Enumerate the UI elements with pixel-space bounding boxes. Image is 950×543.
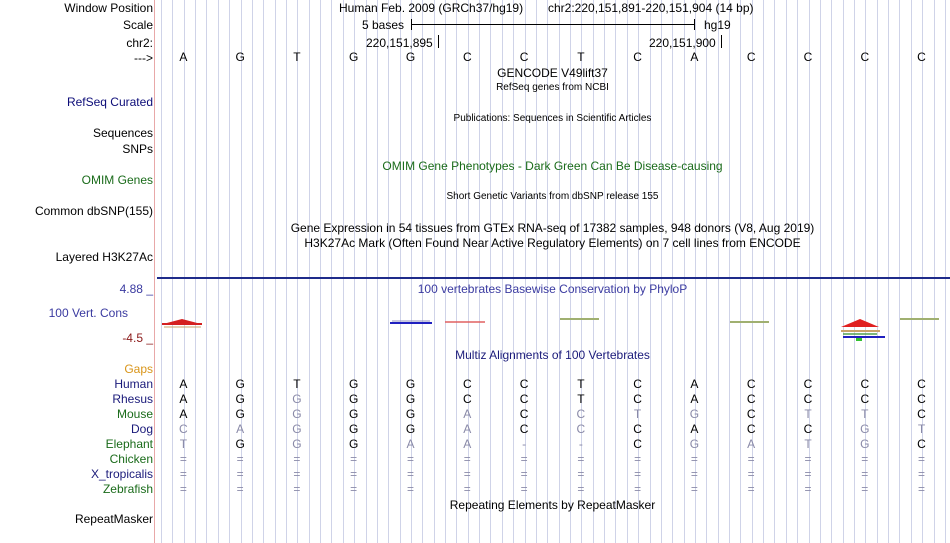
aligned-base: = — [861, 452, 869, 466]
aligned-base: A — [690, 377, 699, 391]
aligned-base: = — [917, 467, 925, 481]
aligned-base: G — [405, 422, 416, 436]
label-window-position: Window Position — [64, 1, 153, 15]
aligned-base: = — [463, 482, 471, 496]
aligned-base: = — [861, 482, 869, 496]
aligned-base: C — [462, 377, 472, 391]
aligned-base: G — [292, 407, 302, 421]
aligned-base: G — [405, 392, 416, 406]
aligned-base: G — [405, 407, 416, 421]
aligned-base: = — [179, 452, 187, 466]
aligned-base: C — [917, 392, 926, 406]
track-title-gencode: GENCODE V49lift37 — [497, 66, 608, 80]
label-chrom: chr2: — [126, 36, 153, 50]
aligned-base: A — [406, 437, 415, 451]
aligned-base: = — [463, 467, 471, 481]
aligned-base: = — [293, 482, 301, 496]
aligned-base: C — [633, 392, 642, 406]
aligned-base: = — [747, 452, 755, 466]
aligned-base: C — [917, 377, 926, 391]
base-7: C — [519, 50, 529, 64]
aligned-base: = — [804, 467, 812, 481]
aligned-base: = — [747, 482, 755, 496]
label-cons-min: -4.5 _ — [122, 331, 153, 345]
aligned-base: C — [179, 422, 188, 436]
label-gaps[interactable]: Gaps — [124, 362, 153, 376]
aligned-base: T — [804, 437, 812, 451]
label-refseq[interactable]: RefSeq Curated — [66, 95, 153, 109]
aligned-base: G — [235, 377, 245, 391]
label-strand-arrow[interactable]: ---> — [134, 51, 153, 65]
aligned-base: A — [463, 422, 472, 436]
scale-bar-right-tick — [694, 19, 695, 30]
aligned-base: = — [236, 482, 244, 496]
base-8: T — [577, 50, 585, 64]
species-label-dog[interactable]: Dog — [130, 422, 153, 436]
aligned-base: = — [350, 467, 358, 481]
species-label-human[interactable]: Human — [114, 377, 153, 391]
aligned-base: C — [462, 392, 472, 406]
aligned-base: C — [633, 377, 642, 391]
aligned-base: G — [292, 422, 302, 436]
aligned-base: = — [917, 482, 925, 496]
aligned-base: = — [690, 452, 698, 466]
base-9: C — [633, 50, 642, 64]
aligned-base: C — [519, 392, 529, 406]
aligned-base: C — [803, 377, 813, 391]
label-snps[interactable]: SNPs — [122, 142, 153, 156]
track-title-repeatmasker: Repeating Elements by RepeatMasker — [449, 498, 656, 512]
species-label-x_tropicalis[interactable]: X_tropicalis — [90, 467, 153, 481]
base-12: C — [803, 50, 813, 64]
coord-tick-1 — [438, 35, 439, 48]
aligned-base: G — [349, 437, 359, 451]
base-3: T — [293, 50, 301, 64]
aligned-base: C — [576, 407, 586, 421]
aligned-base: A — [179, 392, 188, 406]
aligned-base: C — [917, 407, 926, 421]
aligned-base: = — [350, 482, 358, 496]
aligned-base: G — [405, 377, 416, 391]
aligned-base: G — [860, 422, 870, 436]
track-title-phylop: 100 vertebrates Basewise Conservation by PhyloP — [417, 282, 688, 296]
track-title-refseq: RefSeq genes from NCBI — [496, 82, 609, 93]
aligned-base: C — [860, 392, 870, 406]
aligned-base: C — [576, 422, 586, 436]
track-title-omim: OMIM Gene Phenotypes - Dark Green Can Be Disease-causing — [382, 159, 723, 173]
species-label-zebrafish[interactable]: Zebrafish — [102, 482, 153, 496]
aligned-base: C — [746, 422, 756, 436]
aligned-base: = — [520, 467, 528, 481]
assembly-title: Human Feb. 2009 (GRCh37/hg19) — [339, 1, 524, 15]
cons-glyph-red-1 — [162, 319, 202, 327]
base-10: A — [690, 50, 699, 64]
aligned-base: = — [634, 482, 642, 496]
label-repeatmasker[interactable]: RepeatMasker — [74, 512, 153, 526]
track-title-dbsnp: Short Genetic Variants from dbSNP release 155 — [446, 191, 659, 202]
aligned-base: = — [634, 452, 642, 466]
aligned-base: = — [577, 467, 585, 481]
aligned-base: = — [690, 467, 698, 481]
aligned-base: = — [406, 482, 414, 496]
aligned-base: C — [519, 407, 529, 421]
aligned-base: A — [747, 437, 756, 451]
coord-label-1: 220,151,895 — [366, 36, 433, 50]
species-label-elephant[interactable]: Elephant — [105, 437, 153, 451]
label-sequences[interactable]: Sequences — [92, 126, 153, 140]
coord-label-2: 220,151,900 — [649, 36, 716, 50]
aligned-base: C — [860, 377, 870, 391]
aligned-base: C — [803, 422, 813, 436]
aligned-base: T — [577, 377, 585, 391]
aligned-base: = — [520, 452, 528, 466]
scale-db: hg19 — [704, 18, 731, 32]
aligned-base: = — [463, 452, 471, 466]
scale-text: 5 bases — [362, 18, 405, 32]
aligned-base: C — [803, 392, 813, 406]
base-4: G — [349, 50, 359, 64]
aligned-base: T — [179, 437, 188, 451]
base-2: G — [235, 50, 245, 64]
aligned-base: T — [293, 377, 301, 391]
label-cons[interactable]: 100 Vert. Cons — [48, 306, 128, 320]
aligned-base: = — [861, 467, 869, 481]
aligned-base: - — [578, 437, 583, 451]
aligned-base: = — [520, 482, 528, 496]
conservation-graph[interactable] — [155, 310, 950, 345]
aligned-base: = — [804, 482, 812, 496]
aligned-base: G — [860, 437, 870, 451]
base-6: C — [462, 50, 472, 64]
aligned-base: = — [179, 467, 187, 481]
track-title-publications: Publications: Sequences in Scientific Articles — [453, 113, 652, 124]
base-11: C — [746, 50, 756, 64]
aligned-base: T — [861, 407, 869, 421]
aligned-base: = — [804, 452, 812, 466]
aligned-base: A — [463, 407, 472, 421]
aligned-base: T — [804, 407, 812, 421]
aligned-base: G — [292, 392, 302, 406]
aligned-base: A — [236, 422, 245, 436]
aligned-base: G — [689, 437, 700, 451]
aligned-base: G — [349, 377, 359, 391]
aligned-base: = — [350, 452, 358, 466]
aligned-base: = — [236, 452, 244, 466]
aligned-base: G — [349, 407, 359, 421]
aligned-base: G — [349, 422, 359, 436]
track-title-h3k27ac: H3K27Ac Mark (Often Found Near Active Regulatory Elements) on 7 cell lines from ENCODE — [304, 236, 801, 250]
aligned-base: G — [689, 407, 700, 421]
aligned-base: C — [633, 437, 642, 451]
base-14: C — [917, 50, 926, 64]
species-label-mouse[interactable]: Mouse — [116, 407, 153, 421]
track-title-gtex: Gene Expression in 54 tissues from GTEx RNA-seq of 17382 samples, 948 donors (V8, Aug 2019) — [290, 221, 815, 235]
aligned-base: = — [747, 467, 755, 481]
coord-tick-2 — [721, 35, 722, 48]
aligned-base: T — [917, 422, 926, 436]
scale-bar-left-tick — [411, 19, 412, 30]
aligned-base: = — [577, 452, 585, 466]
aligned-base: - — [522, 437, 527, 451]
aligned-base: C — [519, 377, 529, 391]
species-label-rhesus[interactable]: Rhesus — [112, 392, 153, 406]
aligned-base: C — [519, 422, 529, 436]
aligned-base: C — [917, 437, 926, 451]
aligned-base: G — [235, 392, 245, 406]
aligned-base: T — [577, 392, 585, 406]
aligned-base: G — [349, 392, 359, 406]
aligned-base: C — [633, 422, 642, 436]
aligned-base: A — [179, 407, 188, 421]
aligned-base: A — [179, 377, 188, 391]
aligned-base: = — [293, 452, 301, 466]
aligned-base: = — [236, 467, 244, 481]
aligned-base: = — [406, 467, 414, 481]
aligned-base: = — [293, 467, 301, 481]
scale-bar — [411, 24, 695, 25]
aligned-base: = — [406, 452, 414, 466]
aligned-base: = — [577, 482, 585, 496]
base-1: A — [179, 50, 188, 64]
label-scale: Scale — [122, 18, 153, 32]
h3k27ac-signal-line — [157, 277, 950, 279]
aligned-base: A — [463, 437, 472, 451]
aligned-base: C — [746, 407, 756, 421]
aligned-base: G — [292, 437, 302, 451]
aligned-base: G — [235, 407, 245, 421]
label-dbsnp[interactable]: Common dbSNP(155) — [34, 204, 153, 218]
aligned-base: T — [633, 407, 642, 421]
aligned-base: G — [235, 437, 245, 451]
aligned-base: A — [690, 422, 699, 436]
position-readout: chr2:220,151,891-220,151,904 (14 bp) — [548, 1, 754, 15]
aligned-base: C — [746, 377, 756, 391]
base-5: G — [405, 50, 416, 64]
aligned-base: = — [634, 467, 642, 481]
cons-glyph-multi — [841, 319, 885, 341]
label-omim[interactable]: OMIM Genes — [81, 173, 153, 187]
label-h3k27ac[interactable]: Layered H3K27Ac — [55, 250, 153, 264]
aligned-base: = — [917, 452, 925, 466]
aligned-base: C — [746, 392, 756, 406]
base-13: C — [860, 50, 870, 64]
label-cons-max: 4.88 _ — [119, 282, 153, 296]
species-label-chicken[interactable]: Chicken — [109, 452, 153, 466]
aligned-base: A — [690, 392, 699, 406]
cons-glyph-blue-1 — [390, 321, 432, 323]
track-title-multiz: Multiz Alignments of 100 Vertebrates — [455, 348, 650, 362]
aligned-base: = — [690, 482, 698, 496]
aligned-base: = — [179, 482, 187, 496]
